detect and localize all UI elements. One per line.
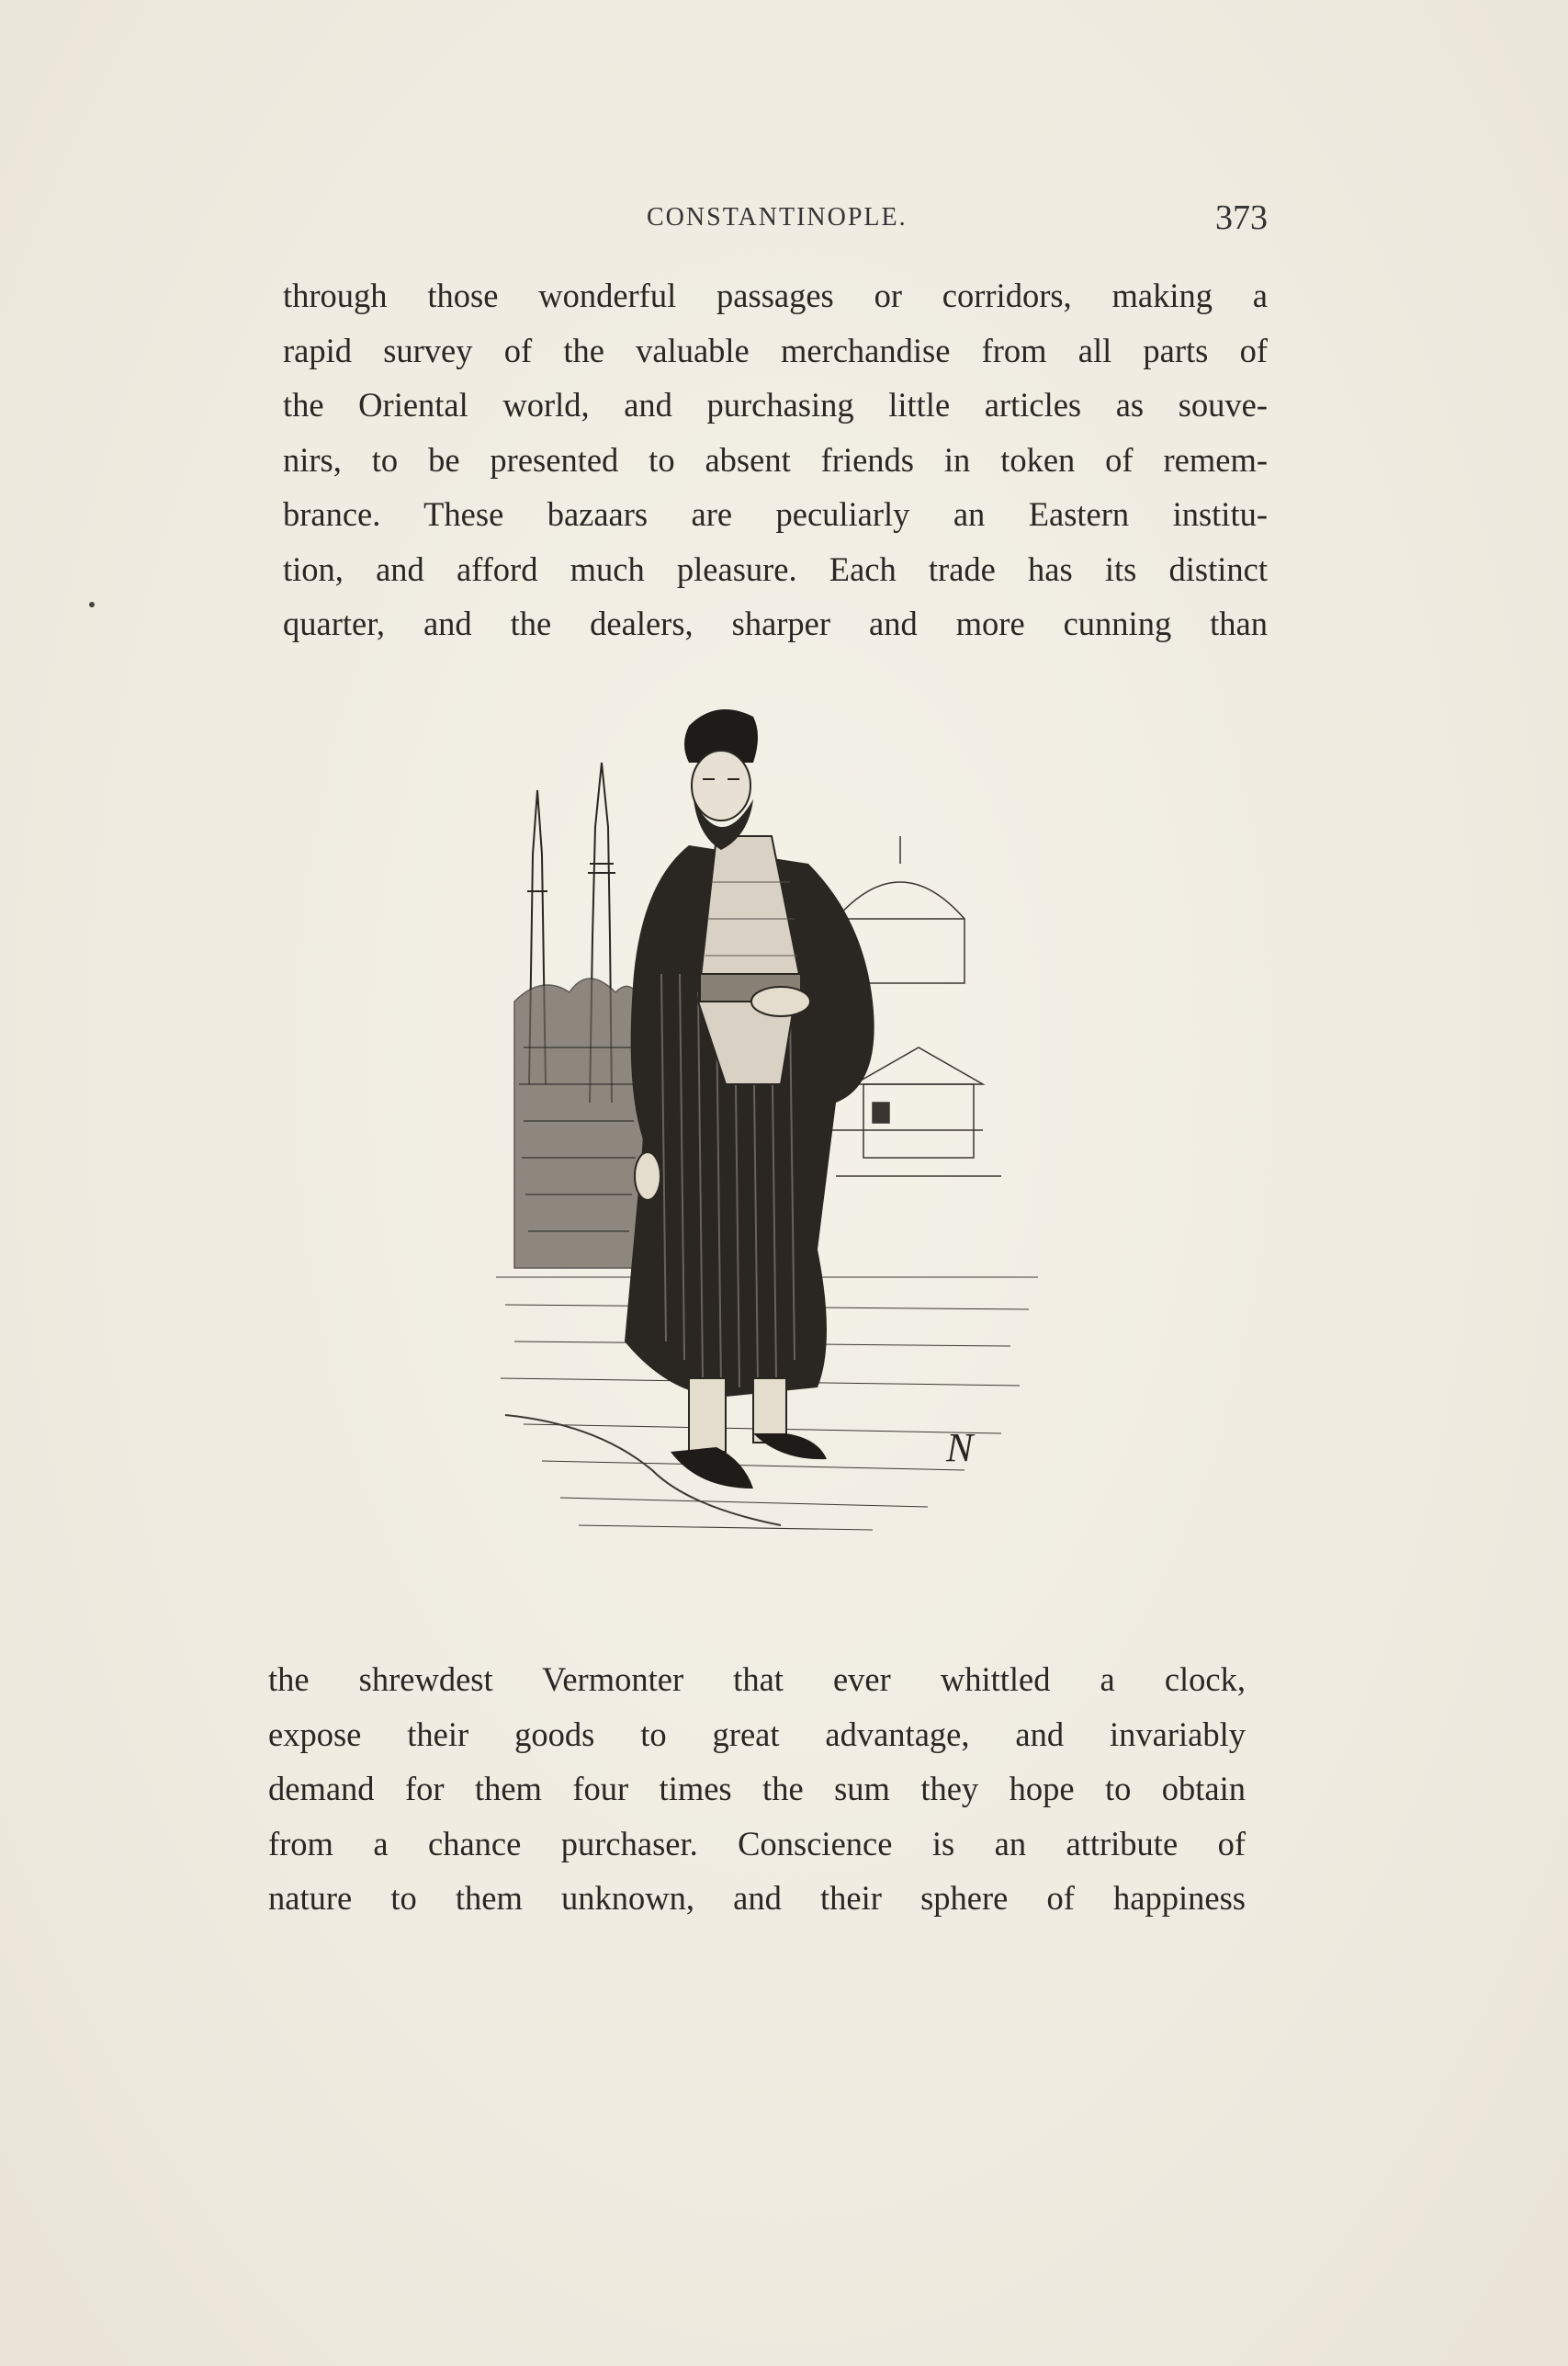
paragraph-bottom [268, 1652, 1246, 1926]
paragraph-top [283, 268, 1268, 651]
text-line: nirs, to be presented to absent friends in token of remem- [283, 440, 1268, 479]
figure-merchant [625, 709, 874, 1489]
text-line: quarter, and the dealers, sharper and more cunning than [283, 605, 1268, 642]
text-line: through those wonderful passages or corridors, making a [283, 277, 1268, 314]
text-line: from a chance purchaser. Conscience is an attribute of [268, 1824, 1246, 1862]
engraving-turkish-merchant [487, 698, 1056, 1608]
text-line: nature to them unknown, and their sphere of happiness [268, 1879, 1246, 1917]
text-line: the shrewdest Vermonter that ever whittled a clock, [268, 1660, 1246, 1698]
text-line: brance. These bazaars are peculiarly an Eastern institu- [283, 495, 1268, 533]
text-line: expose their goods to great advantage, and invariably [268, 1715, 1246, 1753]
text-line: demand for them four times the sum they hope to obtain [268, 1770, 1246, 1807]
paper-speck [89, 602, 95, 607]
page-number: 373 [1215, 198, 1268, 237]
text-line: rapid survey of the valuable merchandise from all parts of [283, 331, 1268, 369]
running-title: CONSTANTINOPLE. [647, 203, 908, 232]
text-line: tion, and afford much pleasure. Each trade has its distinct [283, 549, 1268, 588]
engraver-signature: N [946, 1425, 974, 1470]
running-head [276, 198, 1268, 243]
text-line: the Oriental world, and purchasing little articles as souve- [283, 386, 1268, 424]
trees [514, 979, 643, 1268]
